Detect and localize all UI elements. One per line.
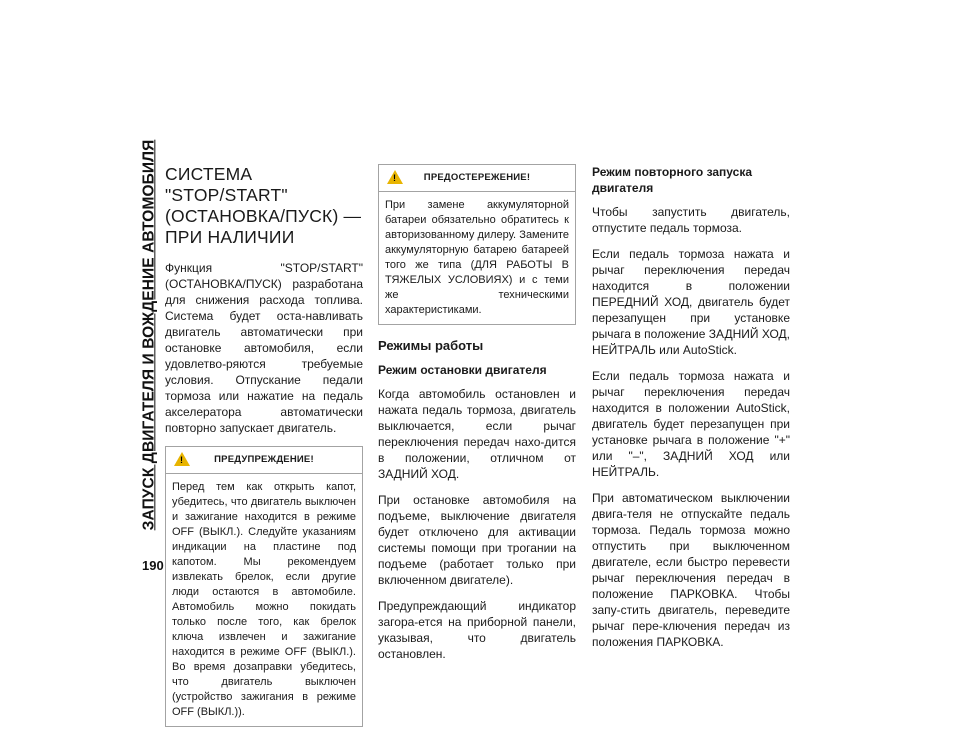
intro-paragraph: Функция "STOP/START" (ОСТАНОВКА/ПУСК) разработана для снижения расхода топлива. Система будет оста-навливать двигатель автоматически при остановке автомобиля, если удовлетво-ряются требуемые условия. Отпускание педали тормоза или нажатие на педаль акселератора автоматически повторно запускает двигатель. [165,261,363,435]
restart-paragraph-3: Если педаль тормоза нажата и рычаг переключения передач находится в положении AutoStick, двигатель будет перезапущен при установке рычага в положение "+" или "–", ЗАДНИЙ ХОД или НЕЙТРАЛЬ. [592,369,790,479]
stop-paragraph-3: Предупреждающий индикатор загора-ется на приборной панели, указывая, что двигатель остановлен. [378,599,576,661]
engine-stop-heading: Режим остановки двигателя [378,363,547,377]
caution-text: При замене аккумуляторной батареи обязательно обратитесь к авторизованному дилеру. Замените аккумуляторную батарею батареей того же типа (ДЛЯ РАБОТЫ В ТЯЖЕЛЫХ УСЛОВИЯХ) и с теми же техническими характеристиками. [385,199,569,316]
warning-box [165,446,363,727]
caution-box [378,164,576,325]
section-title: СИСТЕМА "STOP/START" (ОСТАНОВКА/ПУСК) — ПРИ НАЛИЧИИ [165,164,362,247]
warning-header [166,447,362,474]
restart-paragraph-4: При автоматическом выключении двига-теля не отпускайте педаль тормоза. Педаль тормоза можно отпустить при выключенном двигателе, если быстро перевести рычаг переключения передач в положение ПАРКОВКА. Чтобы запу-стить двигатель, переведите рычаг пере-ключения передач из положения ПАРКОВКА. [592,491,790,649]
restart-paragraph-2: Если педаль тормоза нажата и рычаг переключения передач находится в положении ПЕРЕДНИЙ ХОД, двигатель будет перезапущен при установке рычага в положение ЗАДНИЙ ХОД, НЕЙТРАЛЬ или AutoStick. [592,247,790,357]
page-number: 190 [142,558,164,573]
stop-paragraph-2: При остановке автомобиля на подъеме, выключение двигателя будет отключено для активации системы помощи при трогании на подъеме (работает только при включенном двигателе). [378,493,576,587]
warning-label: ПРЕДУПРЕЖДЕНИЕ! [214,454,314,465]
warning-triangle-icon: ! [174,452,190,466]
section-side-tab-text: ЗАПУСК ДВИГАТЕЛЯ И ВОЖДЕНИЕ АВТОМОБИЛЯ [140,139,158,531]
caution-header [379,165,575,192]
modes-heading: Режимы работы [378,338,484,353]
column-left [165,164,363,739]
caution-triangle-icon: ! [387,170,403,184]
stop-paragraph-1: Когда автомобиль остановлен и нажата педаль тормоза, двигатель выключается, если рычаг переключения передач нахо-дится в положении, отличном от ЗАДНИЙ ХОД. [378,387,576,481]
warning-body [166,474,362,726]
caution-body [379,192,575,324]
column-right [592,164,790,660]
warning-text: Перед тем как открыть капот, убедитесь, что двигатель выключен и зажигание находится в режиме OFF (ВЫКЛ.). Следуйте указаниям индикации на пластине под капотом. Мы рекомендуем извлекать брелок, если другие люди остаются в автомобиле. Автомобиль можно покидать только после того, как брелок ключа извлечен и зажигание находится в режиме OFF (ВЫКЛ.). Во время дозаправки убедитесь, что двигатель выключен (устройство зажигания в режиме OFF (ВЫКЛ.)). [172,481,356,718]
caution-label: ПРЕДОСТЕРЕЖЕНИЕ! [423,172,531,183]
section-side-tab [138,139,160,531]
engine-restart-heading: Режим повторного запуска двигателя [592,165,753,195]
column-middle [378,164,576,672]
restart-paragraph-1: Чтобы запустить двигатель, отпустите педаль тормоза. [592,205,790,235]
